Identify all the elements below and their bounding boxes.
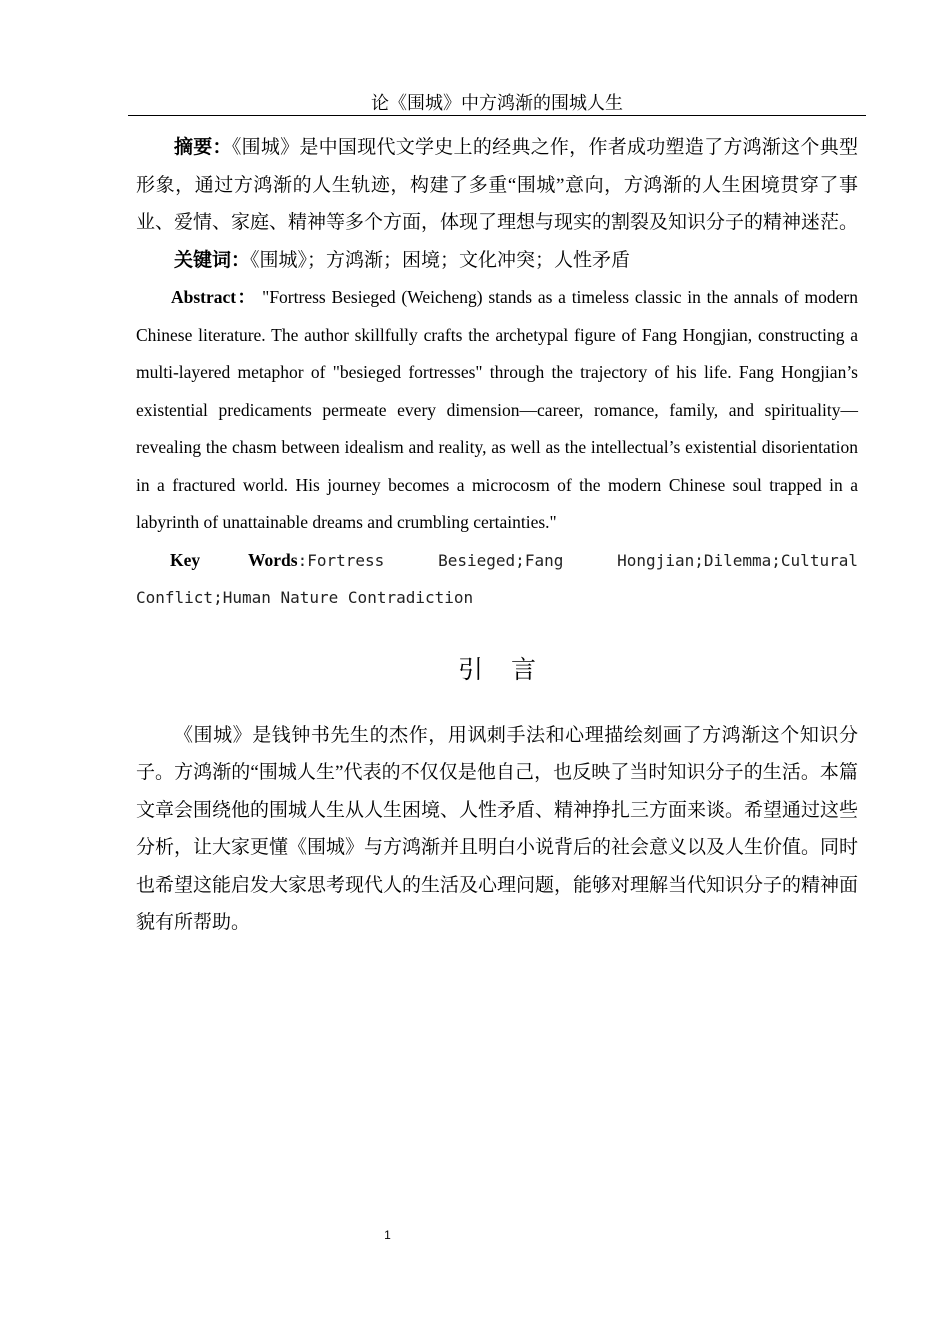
- abstract-cn: [136, 129, 858, 242]
- abstract-en-text: "Fortress Besieged (Weicheng) stands as a timeless classic in the annals of modern Chinese literature. The author skillfully crafts the archetypal figure of Fang Hongjian, constructing a multi-layered metaphor of "besieged fortresses" through the trajectory of his life. Fang Hongjian’s existential predicaments permeate every dimension—career, romance, family, and spirituality—revealing the chasm between idealism and reality, as well as the intellectual’s existential disorientation in a fractured world. His journey becomes a microcosm of the modern Chinese soul trapped in a labyrinth of unattainable dreams and crumbling certainties.": [136, 287, 859, 532]
- abstract-en-label: Abstract：: [171, 287, 257, 307]
- abstract-en: [136, 279, 858, 542]
- keywords-en-label: Key Words: [170, 549, 298, 570]
- page-body: [136, 129, 868, 942]
- keywords-cn: [136, 242, 858, 280]
- running-header: 论《围城》中方鸿渐的围城人生: [371, 93, 623, 113]
- keywords-cn-text: 《围城》；方鸿渐；困境；文化冲突；人性矛盾: [250, 249, 631, 271]
- keywords-en-text: :Fortress Besieged;Fang Hongjian;Dilemma;Cultural Conflict;Human Nature Contradiction: [136, 550, 868, 607]
- keywords-cn-label: 关键词：: [174, 249, 251, 271]
- abstract-cn-label: 摘要：: [174, 137, 232, 158]
- page-number: 1: [384, 1228, 391, 1242]
- section-heading: 引言: [457, 656, 564, 684]
- keywords-en: [136, 542, 868, 617]
- intro-paragraph: 《围城》是钱钟书先生的杰作，用讽刺手法和心理描绘刻画了方鸿渐这个知识分子。方鸿渐的“围城人生”代表的不仅仅是他自己，也反映了当时知识分子的生活。本篇文章会围绕他的围城人生从人生困境、人性矛盾、精神挣扎三方面来谈。希望通过这些分析，让大家更懂《围城》与方鸿渐并且明白小说背后的社会意义以及人生价值。同时也希望这能启发大家思考现代人的生活及心理问题，能够对理解当代知识分子的精神面貌有所帮助。: [136, 724, 859, 933]
- header-rule: [128, 115, 866, 116]
- abstract-cn-text: 《围城》是中国现代文学史上的经典之作，作者成功塑造了方鸿渐这个典型形象，通过方鸿渐的人生轨迹，构建了多重“围城”意向，方鸿渐的人生困境贯穿了事业、爱情、家庭、精神等多个方面，体现了理想与现实的割裂及知识分子的精神迷茫。: [136, 137, 859, 233]
